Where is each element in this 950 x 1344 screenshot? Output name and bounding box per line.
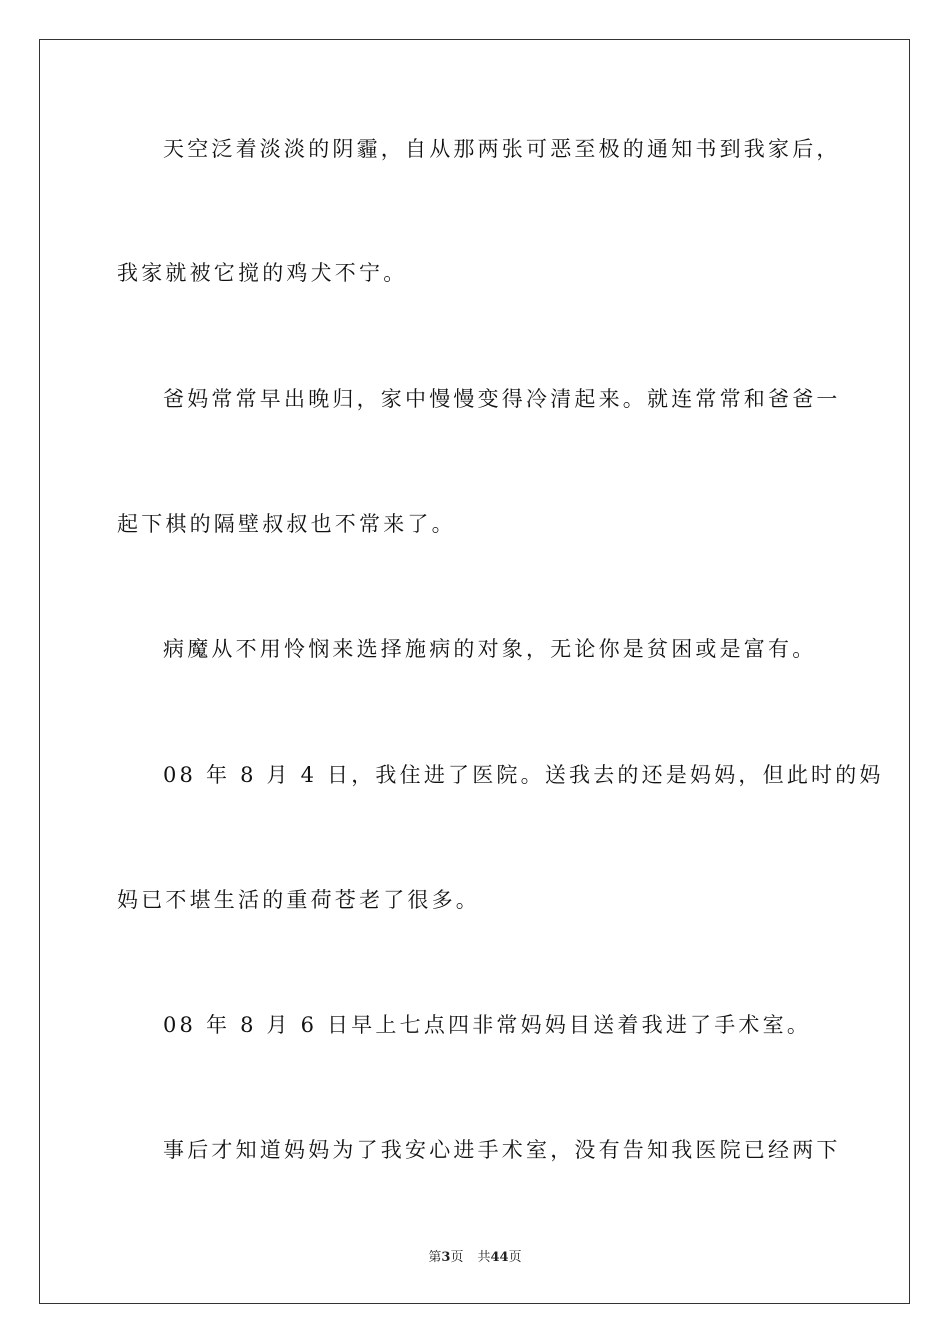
paragraph-6-line-1: 事后才知道妈妈为了我安心进手术室，没有告知我医院已经两下 [163, 1138, 841, 1162]
footer-total-pages: 44 [490, 1250, 509, 1265]
footer-page-number: 3 [441, 1250, 451, 1265]
page-border [39, 39, 910, 1304]
paragraph-2-line-2: 起下棋的隔壁叔叔也不常来了。 [117, 512, 456, 536]
paragraph-4-line-2: 妈已不堪生活的重荷苍老了很多。 [117, 888, 480, 912]
page-footer [0, 1251, 950, 1264]
paragraph-4-line-1: 08 年 8 月 4 日，我住进了医院。送我去的还是妈妈，但此时的妈 [163, 763, 884, 787]
footer-page-suffix: 页 [450, 1250, 464, 1265]
footer-page-prefix: 第 [428, 1250, 442, 1265]
footer-total-suffix: 页 [508, 1250, 522, 1265]
paragraph-2-line-1: 爸妈常常早出晚归，家中慢慢变得冷清起来。就连常常和爸爸一 [163, 387, 841, 411]
footer-total-prefix: 共 [477, 1250, 491, 1265]
paragraph-3-line-1: 病魔从不用怜悯来选择施病的对象，无论你是贫困或是富有。 [163, 637, 817, 661]
paragraph-1-line-2: 我家就被它搅的鸡犬不宁。 [117, 261, 408, 285]
paragraph-1-line-1: 天空泛着淡淡的阴霾，自从那两张可恶至极的通知书到我家后， [163, 137, 841, 161]
paragraph-5-line-1: 08 年 8 月 6 日早上七点四非常妈妈目送着我进了手术室。 [163, 1013, 812, 1037]
